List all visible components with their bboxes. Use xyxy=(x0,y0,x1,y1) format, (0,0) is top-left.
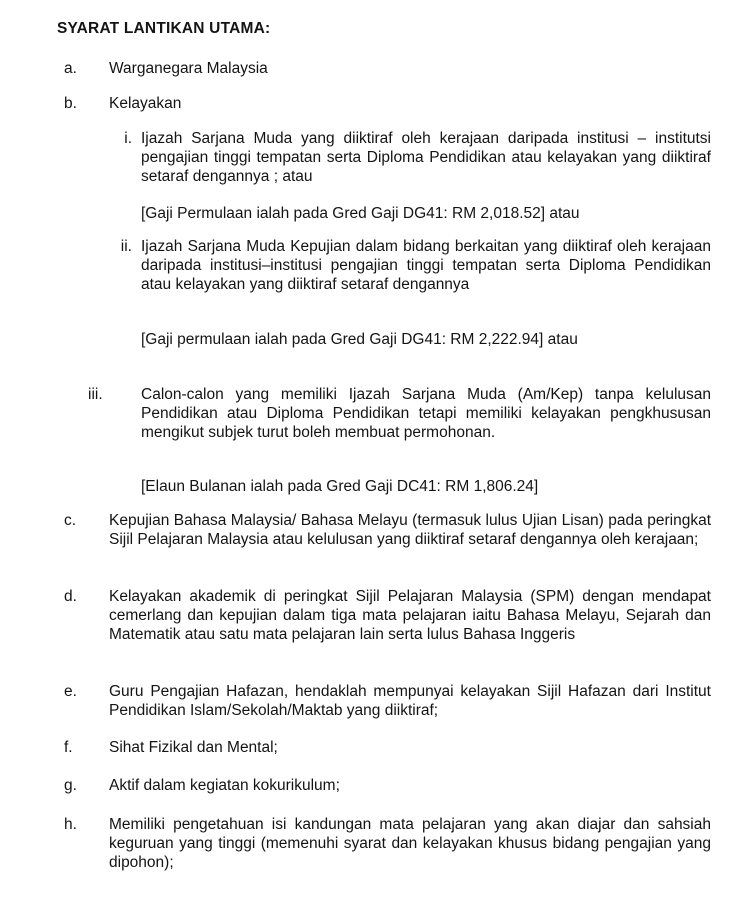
list-item-e xyxy=(0,682,746,722)
list-item-c xyxy=(0,511,746,571)
sub-item-text: Ijazah Sarjana Muda yang diiktiraf oleh kerajaan daripada institusi – institutsi pengajian tinggi tempatan serta Diploma Pendidikan atau kelayakan yang diiktiraf setaraf dengannya ; atau xyxy=(141,130,711,185)
item-text: Guru Pengajian Hafazan, hendaklah mempunyai kelayakan Sijil Hafazan dari Institut Pendidikan Islam/Sekolah/Maktab yang diiktiraf; xyxy=(109,683,711,719)
item-marker: f. xyxy=(64,739,73,756)
list-item-d xyxy=(0,587,746,667)
item-marker: g. xyxy=(64,777,77,794)
list-item-g xyxy=(0,776,746,796)
sub-item-text: Ijazah Sarjana Muda Kepujian dalam bidang berkaitan yang diiktiraf oleh kerajaan daripada institusi–institusi pengajian tinggi tempatan serta Diploma Pendidikan atau kelayakan yang diiktiraf setaraf dengannya xyxy=(141,238,711,293)
sub-item-marker: i. xyxy=(124,130,132,147)
sub-item-marker: ii. xyxy=(120,238,132,255)
item-marker: h. xyxy=(64,816,77,833)
item-text: Memiliki pengetahuan isi kandungan mata pelajaran yang akan diajar dan sahsiah keguruan yang tinggi (memenuhi syarat dan kelayakan khusus bidang pengajian yang dipohon); xyxy=(109,816,711,871)
sub-item-ii xyxy=(0,237,746,357)
item-marker: e. xyxy=(64,683,77,700)
item-text: Warganegara Malaysia xyxy=(109,60,268,77)
item-marker: c. xyxy=(64,512,77,529)
list-item-b xyxy=(0,94,746,114)
sub-item-i xyxy=(0,129,746,229)
salary-note: [Gaji permulaan ialah pada Gred Gaji DG41: RM 2,222.94] atau xyxy=(141,331,578,348)
sub-item-text: Calon-calon yang memiliki Ijazah Sarjana Muda (Am/Kep) tanpa kelulusan Pendidikan atau Diploma Pendidikan tetapi memiliki kelayakan pengkhususan mengikut subjek turut boleh membuat permohonan. xyxy=(141,386,711,441)
sub-item-marker: iii. xyxy=(88,386,103,403)
item-marker: a. xyxy=(64,60,77,77)
item-text: Kepujian Bahasa Malaysia/ Bahasa Melayu (termasuk lulus Ujian Lisan) pada peringkat Sijil Pelajaran Malaysia atau kelulusan yang diiktiraf setaraf dengannya oleh kerajaan; xyxy=(109,512,711,548)
page-title: SYARAT LANTIKAN UTAMA: xyxy=(57,20,271,37)
sub-item-iii xyxy=(0,385,746,500)
item-text: Sihat Fizikal dan Mental; xyxy=(109,739,278,756)
item-marker: b. xyxy=(64,95,77,112)
item-text: Kelayakan xyxy=(109,95,182,112)
item-text: Kelayakan akademik di peringkat Sijil Pelajaran Malaysia (SPM) dengan mendapat cemerlang dan kepujian dalam tiga mata pelajaran iaitu Bahasa Melayu, Sejarah dan Matematik atau satu mata pelajaran lain serta lulus Bahasa Inggeris xyxy=(109,588,711,643)
salary-note: [Gaji Permulaan ialah pada Gred Gaji DG41: RM 2,018.52] atau xyxy=(141,205,580,222)
item-marker: d. xyxy=(64,588,77,605)
list-item-a xyxy=(0,59,746,79)
salary-note: [Elaun Bulanan ialah pada Gred Gaji DC41: RM 1,806.24] xyxy=(141,478,539,495)
item-text: Aktif dalam kegiatan kokurikulum; xyxy=(109,777,340,794)
list-item-f xyxy=(0,738,746,758)
list-item-h xyxy=(0,815,746,875)
